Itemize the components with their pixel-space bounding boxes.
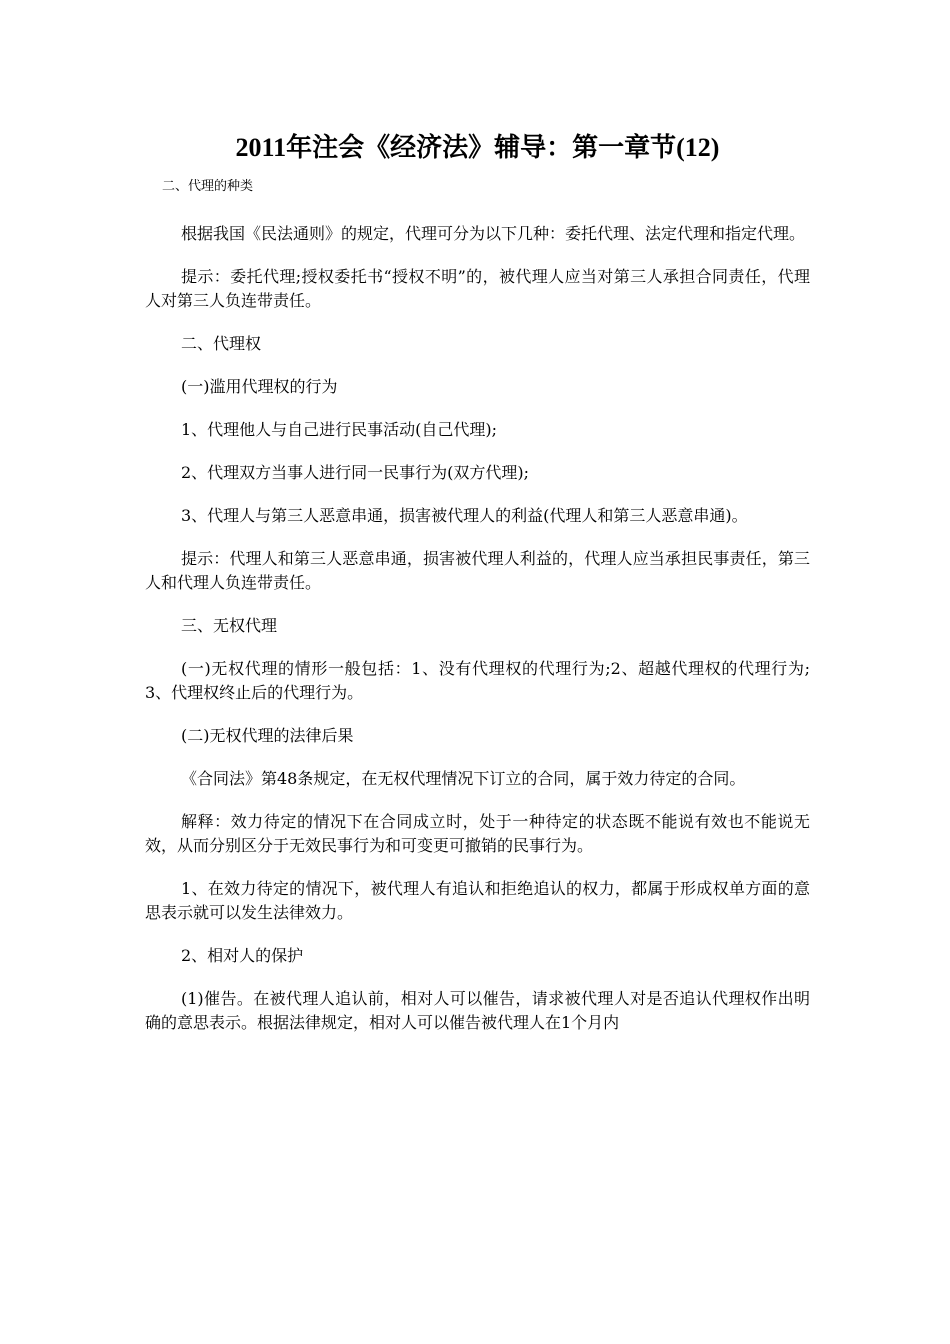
- subsection-heading: 2、相对人的保护: [181, 946, 304, 965]
- list-item: 2、代理双方当事人进行同一民事行为(双方代理);: [181, 463, 530, 482]
- section-subheading: 二、代理的种类: [162, 179, 254, 194]
- document-body: [145, 222, 810, 1054]
- paragraph: 根据我国《民法通则》的规定，代理可分为以下几种：委托代理、法定代理和指定代理。: [181, 224, 806, 243]
- paragraph: 解释：效力待定的情况下在合同成立时，处于一种待定的状态既不能说有效也不能说无效，从而分别区分于无效民事行为和可变更可撤销的民事行为。: [145, 812, 810, 855]
- paragraph: 《合同法》第48条规定，在无权代理情况下订立的合同，属于效力待定的合同。: [181, 769, 746, 788]
- subsection-heading: (一)滥用代理权的行为: [181, 377, 338, 396]
- paragraph: 提示：代理人和第三人恶意串通，损害被代理人利益的，代理人应当承担民事责任，第三人和代理人负连带责任。: [145, 549, 810, 592]
- paragraph: 1、在效力待定的情况下，被代理人有追认和拒绝追认的权力，都属于形成权单方面的意思表示就可以发生法律效力。: [145, 879, 810, 922]
- list-item: 3、代理人与第三人恶意串通，损害被代理人的利益(代理人和第三人恶意串通)。: [181, 506, 748, 525]
- page-title: 2011年注会《经济法》辅导：第一章节(12): [235, 133, 720, 162]
- paragraph: (一)无权代理的情形一般包括：1、没有代理权的代理行为;2、超越代理权的代理行为;3、代理权终止后的代理行为。: [145, 659, 810, 702]
- paragraph: (1)催告。在被代理人追认前，相对人可以催告，请求被代理人对是否追认代理权作出明确的意思表示。根据法律规定，相对人可以催告被代理人在1个月内: [145, 989, 810, 1032]
- list-item: 1、代理他人与自己进行民事活动(自己代理);: [181, 420, 498, 439]
- section-heading: 三、无权代理: [181, 616, 278, 635]
- section-heading: 二、代理权: [181, 334, 262, 353]
- subsection-heading: (二)无权代理的法律后果: [181, 726, 354, 745]
- paragraph: 提示：委托代理;授权委托书“授权不明”的，被代理人应当对第三人承担合同责任，代理人对第三人负连带责任。: [145, 267, 810, 310]
